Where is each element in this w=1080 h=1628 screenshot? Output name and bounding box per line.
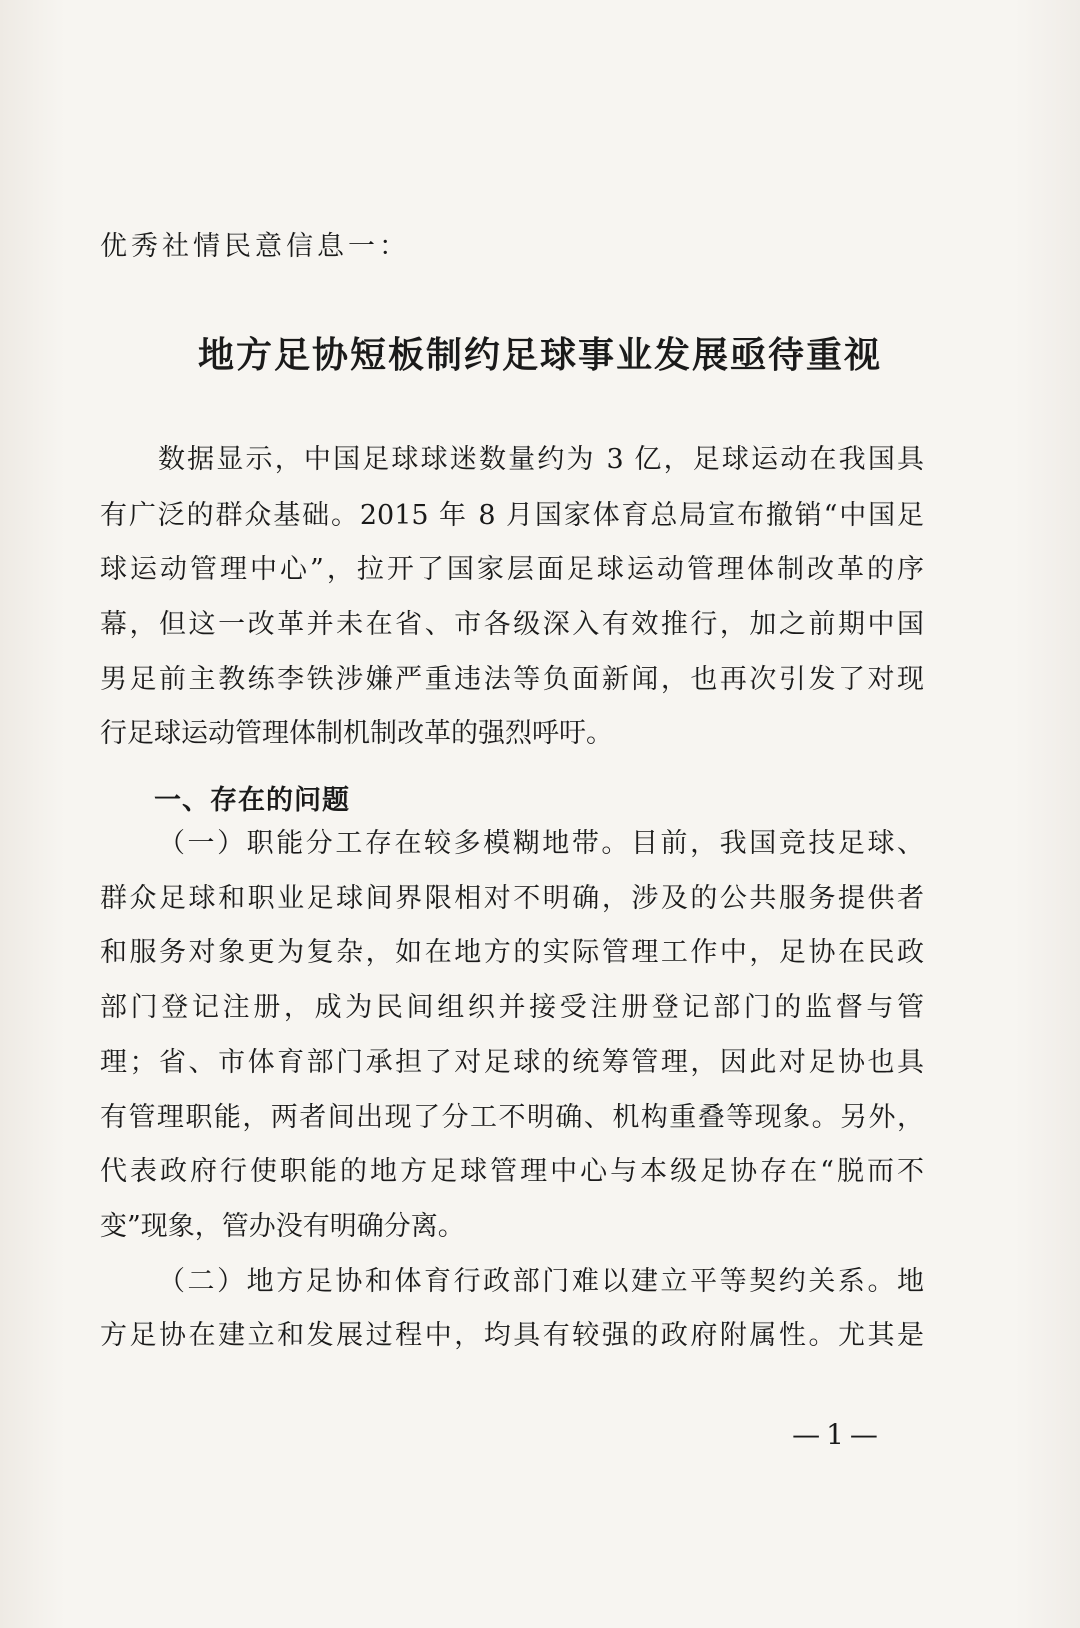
body-line: 幕，但这一改革并未在省、市各级深入有效推行，加之前期中国: [100, 609, 924, 640]
body-line: （二）地方足协和体育行政部门难以建立平等契约关系。地: [158, 1266, 924, 1297]
document-label: 优秀社情民意信息一：: [100, 231, 410, 262]
body-line: 数据显示，中国足球球迷数量约为 3 亿，足球运动在我国具: [158, 444, 924, 475]
body-line: 群众足球和职业足球间界限相对不明确，涉及的公共服务提供者: [100, 883, 924, 914]
body-line: 有管理职能，两者间出现了分工不明确、机构重叠等现象。另外，: [100, 1102, 924, 1133]
page-number: —1—: [792, 1418, 884, 1451]
body-line: 行足球运动管理体制机制改革的强烈呼吁。: [100, 718, 613, 749]
body-line: 和服务对象更为复杂，如在地方的实际管理工作中，足协在民政: [100, 937, 924, 968]
document-title: 地方足协短板制约足球事业发展亟待重视: [197, 335, 882, 376]
body-line: （一）职能分工存在较多模糊地带。目前，我国竞技足球、: [158, 828, 924, 859]
body-line: 变”现象，管办没有明确分离。: [100, 1211, 465, 1242]
body-line: 代表政府行使职能的地方足球管理中心与本级足协存在“脱而不: [100, 1156, 924, 1187]
body-line: 男足前主教练李铁涉嫌严重违法等负面新闻，也再次引发了对现: [100, 664, 924, 695]
body-line: 方足协在建立和发展过程中，均具有较强的政府附属性。尤其是: [100, 1320, 924, 1351]
body-line: 理；省、市体育部门承担了对足球的统筹管理，因此对足协也具: [100, 1047, 924, 1078]
section-heading: 一、存在的问题: [154, 785, 350, 816]
body-line: 球运动管理中心”，拉开了国家层面足球运动管理体制改革的序: [100, 554, 924, 585]
body-line: 部门登记注册，成为民间组织并接受注册登记部门的监督与管: [100, 992, 924, 1023]
body-line: 有广泛的群众基础。2015 年 8 月国家体育总局宣布撤销“中国足: [100, 500, 924, 531]
